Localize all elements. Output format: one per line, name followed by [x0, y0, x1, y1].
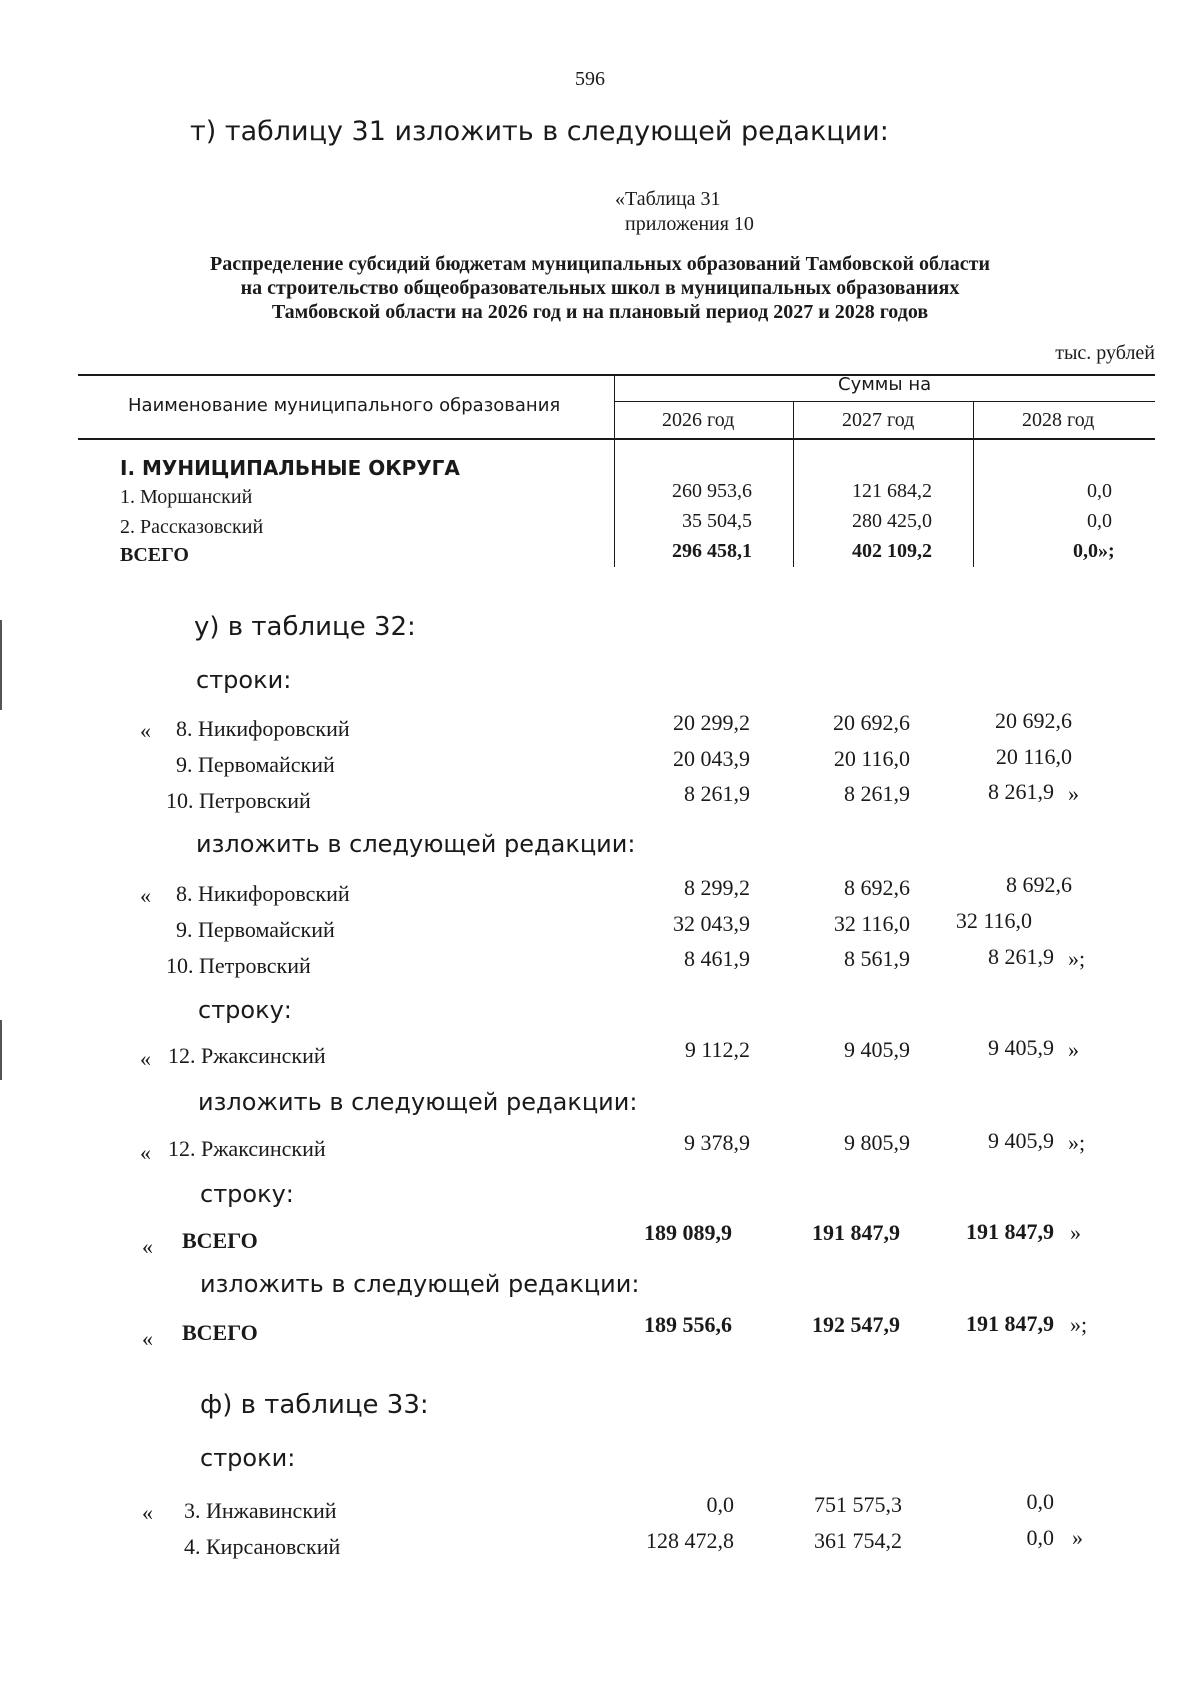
- list-item-2028: 0,0: [1026, 1489, 1054, 1514]
- col-name-header: Наименование муниципального образования: [128, 395, 561, 416]
- header-bottom-rule: [78, 438, 1155, 440]
- string-label: строку:: [200, 1180, 294, 1208]
- strings-label: строки:: [196, 666, 292, 694]
- table-top-rule: [78, 374, 1155, 376]
- table-title-line2: на строительство общеобразовательных школ в муниципальных образованиях: [240, 277, 960, 299]
- list-item-2027: 20 116,0: [833, 746, 910, 771]
- list-item-2028: 8 692,6: [1006, 872, 1072, 897]
- table-col-divider: [973, 401, 974, 567]
- year-header-2026: 2026 год: [662, 409, 735, 431]
- table-caption-number: «Таблица 31: [615, 188, 721, 210]
- table-cell-2027: 121 684,2: [852, 480, 932, 502]
- list-item-name: 4. Кирсановский: [184, 1534, 341, 1559]
- list-item-name: 12. Ржаксинский: [168, 1136, 326, 1161]
- sums-header: Суммы на: [838, 374, 932, 395]
- table-caption-appendix: приложения 10: [625, 213, 754, 235]
- list-item-2028: 32 116,0: [955, 908, 1032, 933]
- list-item-2028: 20 116,0: [995, 744, 1072, 769]
- scan-edge-mark: [0, 620, 2, 710]
- list-item-name: 8. Никифоровский: [176, 881, 350, 906]
- strings-label: строки:: [200, 1444, 296, 1472]
- list-item-2028: 8 261,9: [988, 779, 1054, 804]
- list-item-2026: 128 472,8: [646, 1528, 734, 1553]
- list-total-2027: 191 847,9: [812, 1220, 900, 1245]
- close-quote: »: [1072, 1525, 1083, 1550]
- table-col-divider: [793, 401, 794, 567]
- list-item-2026: 9 378,9: [684, 1130, 750, 1155]
- list-item-2028: 9 405,9: [988, 1035, 1054, 1060]
- list-item-2027: 9 805,9: [844, 1130, 910, 1155]
- list-item-2026: 8 261,9: [684, 781, 750, 806]
- table-total-2027: 402 109,2: [852, 540, 932, 562]
- item-f-heading: ф) в таблице 33:: [200, 1390, 429, 1420]
- close-quote: »: [1070, 1220, 1081, 1245]
- list-item-2028: 20 692,6: [995, 708, 1072, 733]
- open-quote: «: [142, 1500, 153, 1525]
- list-total-2028: 191 847,9: [966, 1219, 1054, 1244]
- list-item-2028: 0,0: [1026, 1525, 1054, 1550]
- list-item-2028: 9 405,9: [988, 1128, 1054, 1153]
- item-t-intro: т) таблицу 31 изложить в следующей редакции:: [190, 116, 889, 147]
- list-item-name: 3. Инжавинский: [184, 1498, 337, 1523]
- table-cell-2028: 0,0: [1087, 480, 1112, 502]
- list-item-2026: 20 043,9: [673, 746, 750, 771]
- replace-label: изложить в следующей редакции:: [200, 1270, 640, 1298]
- list-item-2026: 0,0: [706, 1492, 734, 1517]
- list-item-2026: 32 043,9: [673, 911, 750, 936]
- table-col-divider: [614, 374, 615, 567]
- list-item-2027: 8 261,9: [844, 781, 910, 806]
- list-item-2026: 8 299,2: [684, 875, 750, 900]
- open-quote: «: [140, 718, 151, 743]
- list-item-name: 8. Никифоровский: [176, 716, 350, 741]
- list-total-2026: 189 089,9: [644, 1220, 732, 1245]
- item-u-heading: у) в таблице 32:: [194, 612, 416, 642]
- replace-label: изложить в следующей редакции:: [196, 830, 636, 858]
- list-item-name: 9. Первомайский: [176, 752, 335, 777]
- list-item-name: 12. Ржаксинский: [168, 1043, 326, 1068]
- list-item-2027: 20 692,6: [833, 710, 910, 735]
- table-row-name: 2. Рассказовский: [120, 516, 264, 538]
- close-quote: »: [1068, 1037, 1079, 1062]
- list-item-2027: 32 116,0: [833, 911, 910, 936]
- list-item-2027: 8 561,9: [844, 946, 910, 971]
- table-title-line1: Распределение субсидий бюджетам муниципальных образований Тамбовской области: [210, 253, 990, 275]
- list-item-2026: 9 112,2: [684, 1037, 750, 1062]
- list-item-2026: 8 461,9: [684, 946, 750, 971]
- close-quote: »;: [1068, 1130, 1086, 1155]
- list-item-2028: 8 261,9: [988, 944, 1054, 969]
- list-item-2026: 20 299,2: [673, 710, 750, 735]
- list-item-2027: 8 692,6: [844, 875, 910, 900]
- open-quote: «: [140, 883, 151, 908]
- list-item-name: 10. Петровский: [166, 788, 311, 813]
- table-cell-2028: 0,0: [1087, 510, 1112, 532]
- section-heading: I. МУНИЦИПАЛЬНЫЕ ОКРУГА: [120, 456, 460, 480]
- list-item-2027: 751 575,3: [814, 1492, 902, 1517]
- list-total-2026: 189 556,6: [644, 1312, 732, 1337]
- units-label: тыс. рублей: [1055, 342, 1155, 364]
- replace-label: изложить в следующей редакции:: [198, 1088, 638, 1116]
- scan-edge-mark: [0, 1020, 2, 1080]
- sums-header-rule: [615, 401, 1155, 402]
- open-quote: «: [140, 1140, 151, 1165]
- page-number: 596: [575, 68, 605, 90]
- table-total-2028: 0,0»;: [1073, 540, 1115, 562]
- list-item-name: 9. Первомайский: [176, 917, 335, 942]
- table-total-2026: 296 458,1: [672, 540, 752, 562]
- year-header-2028: 2028 год: [1022, 409, 1095, 431]
- list-item-2027: 361 754,2: [814, 1528, 902, 1553]
- table-total-label: ВСЕГО: [120, 544, 189, 566]
- close-quote: »;: [1070, 1312, 1088, 1337]
- list-item-name: 10. Петровский: [166, 953, 311, 978]
- list-total-2027: 192 547,9: [812, 1312, 900, 1337]
- table-cell-2026: 35 504,5: [682, 510, 752, 532]
- string-label: строку:: [198, 996, 292, 1024]
- open-quote: «: [142, 1234, 153, 1259]
- table-row-name: 1. Моршанский: [120, 486, 253, 508]
- table-title-line3: Тамбовской области на 2026 год и на плановый период 2027 и 2028 годов: [271, 301, 929, 323]
- open-quote: «: [142, 1326, 153, 1351]
- table-cell-2027: 280 425,0: [852, 510, 932, 532]
- list-total-label: ВСЕГО: [182, 1320, 258, 1345]
- open-quote: «: [140, 1046, 151, 1071]
- list-total-2028: 191 847,9: [966, 1311, 1054, 1336]
- year-header-2027: 2027 год: [842, 409, 915, 431]
- list-item-2027: 9 405,9: [844, 1037, 910, 1062]
- table-cell-2026: 260 953,6: [672, 480, 752, 502]
- close-quote: »;: [1068, 946, 1086, 971]
- list-total-label: ВСЕГО: [182, 1228, 258, 1253]
- close-quote: »: [1068, 781, 1079, 806]
